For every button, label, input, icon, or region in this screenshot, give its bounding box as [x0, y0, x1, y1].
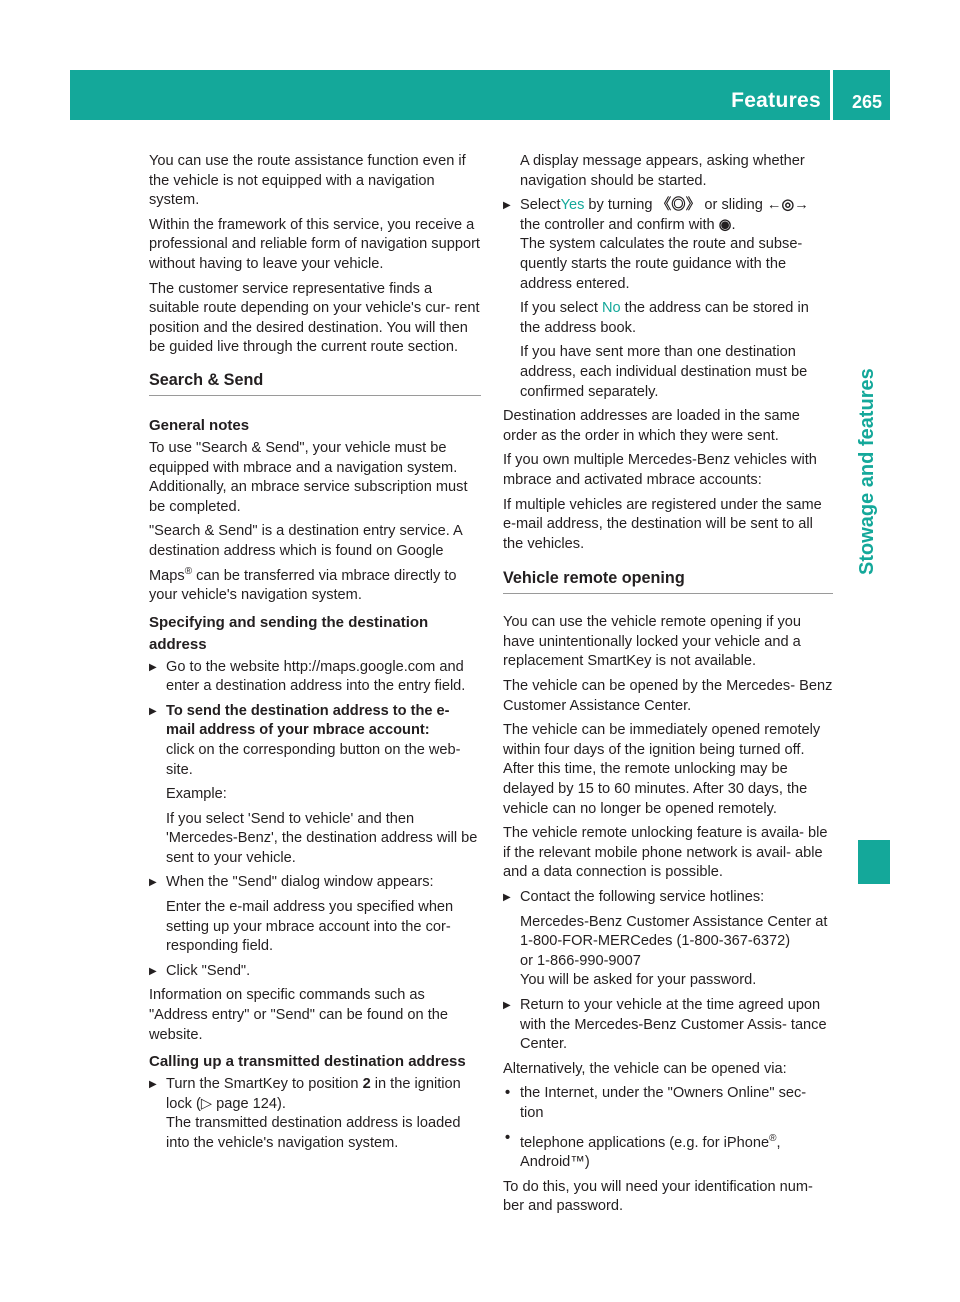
step-item: ▶ SelectYes by turning 《◎》 or sliding ←◎→ the controller and confirm with ◉. The system calculates the route and subse- quently starts the route guidance with the address entered. If you select No the address can be stored in the address book. If you have sent more than one destination address, each individual destination must be confirmed separately.: [503, 196, 833, 402]
paragraph: The vehicle remote unlocking feature is availa- ble if the relevant mobile phone network is avail- able and a data connection is possible.: [503, 825, 828, 881]
paragraph: Information on specific commands such as "Address entry" or "Send" can be found on the website.: [149, 987, 449, 1043]
right-column: [503, 152, 833, 1222]
side-tab-label: Stowage and features: [856, 368, 878, 575]
display-option-no: No: [601, 300, 621, 317]
step-item: ▶ Contact the following service hotlines: Mercedes-Benz Customer Assistance Center at 1-800-FOR-MERCedes (1-800-367-6372) or 1-866-990-9007 You will be asked for your password.: [503, 888, 833, 991]
controller-press-icon: ◉: [718, 216, 732, 233]
step-item: ▶ Return to your vehicle at the time agreed upon with the Mercedes-Benz Customer Assis- tance Center.: [503, 996, 833, 1055]
heading-specifying-destination: Specifying and sending the destination address: [149, 613, 429, 653]
heading-vehicle-remote-opening: Vehicle remote opening: [503, 567, 833, 594]
paragraph: Within the framework of this service, you receive a professional and reliable form of navigation support without having to leave your vehicle.: [149, 216, 480, 272]
paragraph: The vehicle can be opened by the Mercedes- Benz Customer Assistance Center.: [503, 678, 833, 714]
page-reference-link[interactable]: ▷ page 124: [200, 1095, 278, 1112]
paragraph: The customer service representative finds a suitable route depending on your vehicle's cur- rent position and the desired destination. You will then be guided live through the current route section.: [149, 280, 480, 356]
side-tab-marker: [858, 840, 890, 884]
heading-search-send: Search & Send: [149, 369, 481, 396]
paragraph: You can use the route assistance function even if the vehicle is not equipped with a navigation system.: [149, 153, 466, 209]
paragraph: Destination addresses are loaded in the same order as the order in which they were sent.: [503, 408, 800, 444]
step-item: ▶ When the "Send" dialog window appears: Enter the e-mail address you specified when setting up your mbrace account into the cor- responding field.: [149, 873, 481, 956]
paragraph: You can use the vehicle remote opening if you have unintentionally locked your vehicle and a replacement SmartKey is not available.: [503, 614, 802, 670]
paragraph: If multiple vehicles are registered under the same e-mail address, the destination will be sent to all the vehicles.: [503, 496, 822, 552]
step-item: ▶ Turn the SmartKey to position 2 in the ignition lock (▷ page 124). The transmitted destination address is loaded into the vehicle's navigation system.: [149, 1075, 481, 1153]
paragraph: A display message appears, asking whether navigation should be started.: [520, 153, 805, 189]
step-item: ▶ Click "Send".: [149, 962, 481, 982]
controller-slide-icon: ←◎→: [766, 197, 809, 214]
display-option-yes: Yes: [560, 197, 585, 214]
paragraph: "Search & Send" is a destination entry service. A destination address which is found on Google Maps® can be transferred via mbrace directly to your vehicle's navigation system.: [149, 523, 462, 603]
section-title: Features: [731, 89, 821, 112]
paragraph: If you own multiple Mercedes-Benz vehicles with mbrace and activated mbrace accounts:: [503, 452, 817, 488]
page-header: [70, 70, 890, 120]
page-number: 265: [851, 92, 882, 112]
registered-mark: ®: [184, 565, 193, 577]
left-column: [149, 152, 481, 1159]
controller-turn-icon: 《◎》: [656, 197, 701, 214]
step-item: ▶ To send the destination address to the e- mail address of your mbrace account: click on the corresponding button on the web- site. Example: If you select 'Send to vehicle' and then 'Mercedes-Benz', the destination address will be sent to your vehicle.: [149, 702, 481, 869]
heading-calling-destination: Calling up a transmitted destination address: [149, 1053, 466, 1071]
paragraph: To do this, you will need your identification num- ber and password.: [503, 1178, 813, 1215]
step-item: ▶ Go to the website http://maps.google.com and enter a destination address into the entry field.: [149, 658, 481, 697]
header-divider: [830, 70, 833, 120]
paragraph: Alternatively, the vehicle can be opened via:: [503, 1060, 787, 1077]
list-item: • telephone applications (e.g. for iPhone®, Android™): [503, 1129, 833, 1173]
heading-general-notes: General notes: [149, 416, 250, 434]
paragraph: The vehicle can be immediately opened remotely within four days of the ignition being turned off. After this time, the remote unlocking may be delayed by 15 to 60 minutes. After 30 days, the vehicle can no longer be opened remotely.: [503, 722, 821, 817]
paragraph: To use "Search & Send", your vehicle must be equipped with mbrace and a navigation system. Additionally, an mbrace service subscription must be completed.: [149, 439, 468, 515]
list-item: • the Internet, under the "Owners Online" sec- tion: [503, 1084, 833, 1123]
